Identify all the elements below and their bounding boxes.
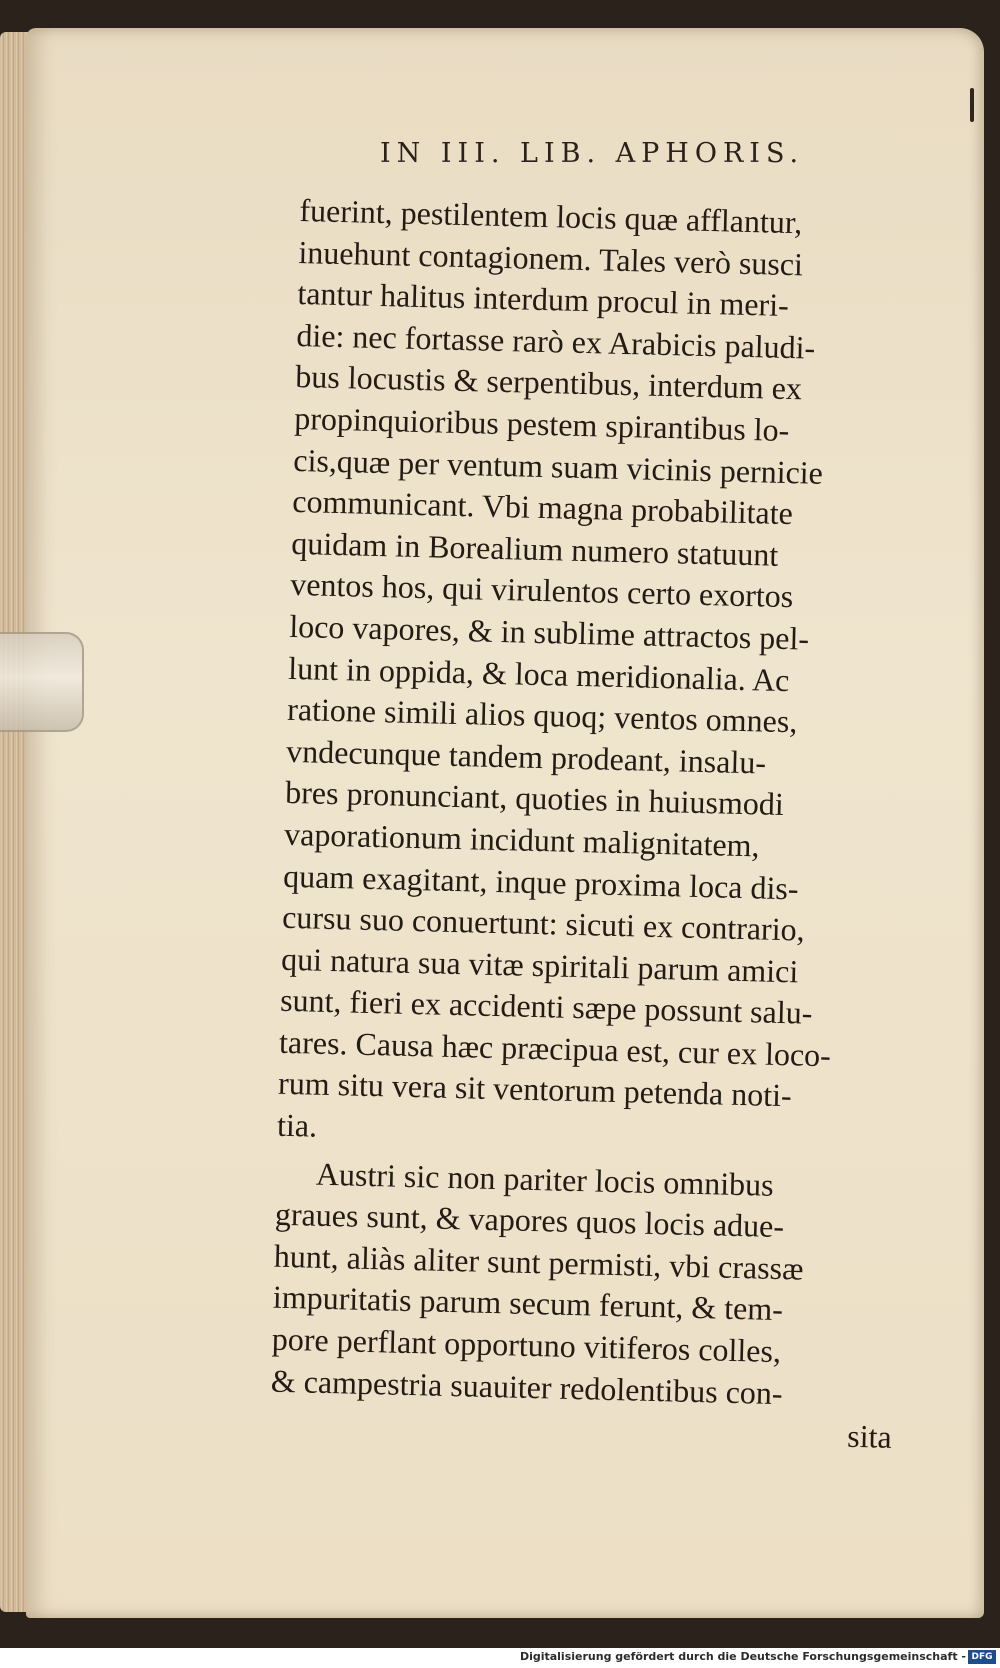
text-line: rum situ vera sit ventorum petenda noti- <box>277 1065 793 1114</box>
text-line: propinquioribus pestem spirantibus lo- <box>293 399 790 448</box>
text-line: sunt, fieri ex accidenti sæpe possunt salu- <box>279 982 813 1032</box>
text-line: pore perflant opportuno vitiferos colles, <box>271 1320 782 1370</box>
text-line: fuerint, pestilentem locis quæ afflantur, <box>299 191 803 241</box>
text-line: cursu suo conuertunt: sicuti ex contrario, <box>281 898 806 948</box>
dfg-logo: DFG <box>968 1650 996 1664</box>
text-line: tantur halitus interdum procul in meri- <box>297 275 790 324</box>
text-line: loco vapores, & in sublime attractos pel- <box>288 607 810 657</box>
text-line: cis,quæ per ventum suam vicinis pernicie <box>292 441 824 491</box>
text-line: quidam in Borealium numero statuunt <box>290 524 779 573</box>
text-line: tares. Causa hæc præcipua est, cur ex loco- <box>278 1023 832 1074</box>
text-line: ventos hos, qui virulentos certo exortos <box>289 566 794 615</box>
text-line: & campestria suauiter redolentibus con- <box>270 1362 784 1411</box>
body-text <box>269 190 950 1476</box>
text-line: bus locustis & serpentibus, interdum ex <box>295 358 803 407</box>
text-line: ratione simili alios quoq; ventos omnes, <box>286 690 798 740</box>
text-line: bres pronunciant, quoties in huiusmodi <box>284 774 785 823</box>
page-corner-mark <box>970 88 974 122</box>
catchword: sita <box>846 1417 893 1456</box>
text-line: vndecunque tandem prodeant, insalu- <box>285 732 767 781</box>
running-head: IN III. LIB. APHORIS. <box>380 138 805 169</box>
text-line: tia. <box>276 1106 318 1144</box>
paragraph-start-line: Austri sic non pariter locis omnibus <box>315 1155 775 1203</box>
text-line: lunt in oppida, & loca meridionalia. Ac <box>287 649 790 698</box>
text-line: die: nec fortasse rarò ex Arabicis paludi- <box>296 316 816 366</box>
text-line: qui natura sua vitæ spiritali parum amici <box>280 940 799 990</box>
text-line: communicant. Vbi magna probabilitate <box>291 483 794 532</box>
digitization-credit: Digitalisierung gefördert durch die Deutsche Forschungsgemeinschaft - <box>519 1650 966 1663</box>
text-line: graues sunt, & vapores quos locis adue- <box>274 1195 785 1245</box>
text-line: impuritatis parum secum ferunt, & tem- <box>272 1279 784 1328</box>
text-line: hunt, aliàs aliter sunt permisti, vbi crassæ <box>273 1237 804 1287</box>
book-clip <box>0 632 84 732</box>
text-line: inuehunt contagionem. Tales verò susci <box>298 233 804 282</box>
text-line: quam exagitant, inque proxima loca dis- <box>282 857 799 906</box>
text-line: vaporationum incidunt malignitatem, <box>283 815 761 864</box>
